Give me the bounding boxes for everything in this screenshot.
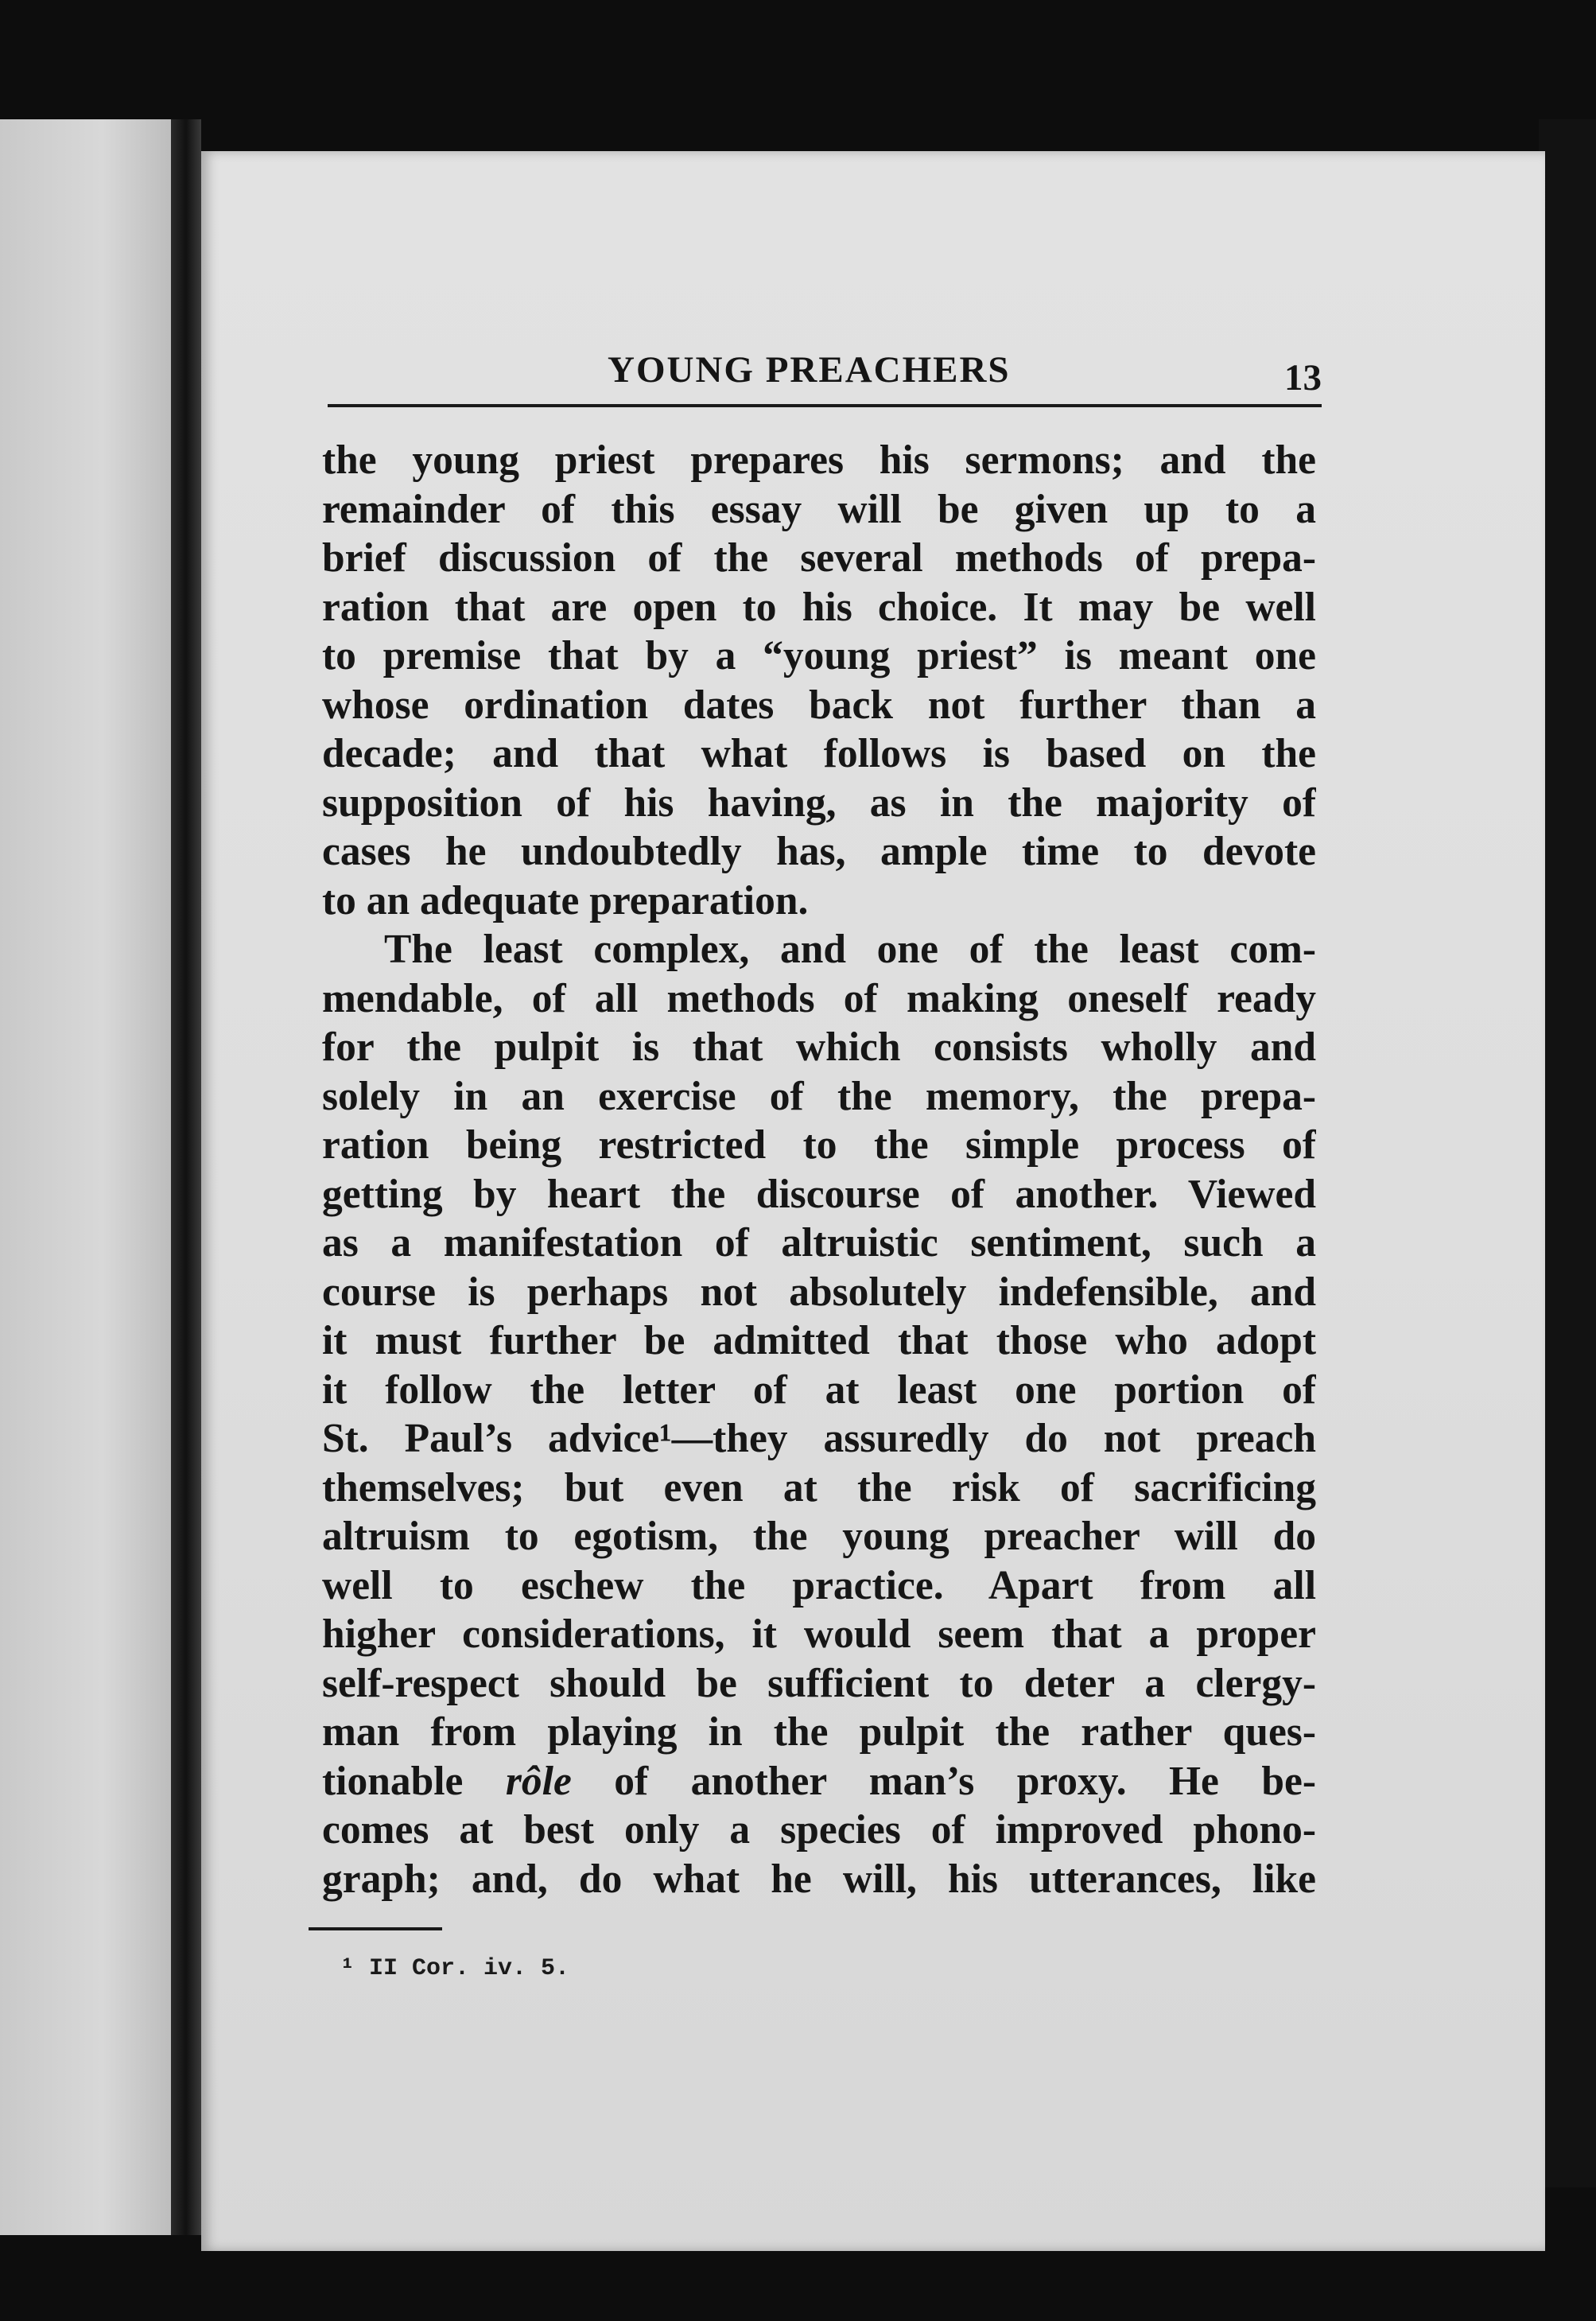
text-line: whose ordination dates back not further than a [322, 682, 1316, 728]
footnote: ¹ II Cor. iv. 5. [340, 1955, 570, 1982]
text-line: course is perhaps not absolutely indefensible, and [322, 1269, 1316, 1315]
text-line: comes at best only a species of improved phono- [322, 1807, 1316, 1853]
text-line: it must further be admitted that those who adopt [322, 1318, 1316, 1363]
text-line: decade; and that what follows is based on the [322, 731, 1316, 776]
running-title: YOUNG PREACHERS [608, 349, 1011, 391]
text-line: The least complex, and one of the least com- [384, 927, 1316, 972]
text-line: getting by heart the discourse of another. Viewed [322, 1171, 1316, 1217]
italic-word: rôle [505, 1758, 572, 1804]
footnote-rule [309, 1927, 442, 1930]
text-line: well to eschew the practice. Apart from all [322, 1562, 1316, 1608]
text-line: solely in an exercise of the memory, the prepa- [322, 1073, 1316, 1119]
text-line: to an adequate preparation. [322, 877, 809, 923]
text-line: as a manifestation of altruistic sentiment, such a [322, 1220, 1316, 1265]
text-line: altruism to egotism, the young preacher will do [322, 1514, 1316, 1559]
running-head [328, 340, 1322, 404]
binding-gutter [171, 119, 201, 2235]
text-line: it follow the letter of at least one portion of [322, 1367, 1316, 1413]
scan-background-edge [1539, 119, 1596, 2187]
header-rule [328, 404, 1322, 407]
text-line: graph; and, do what he will, his utterances, like [322, 1856, 1316, 1902]
text-line: higher considerations, it would seem that a proper [322, 1611, 1316, 1657]
text-line: to premise that by a “young priest” is meant one [322, 633, 1316, 678]
text-line: self-respect should be sufficient to deter a clergy- [322, 1660, 1316, 1706]
text-line: ration being restricted to the simple process of [322, 1122, 1316, 1168]
text-line: mendable, of all methods of making oneself ready [322, 975, 1316, 1021]
body-text [322, 436, 1316, 1903]
facing-page-edge [0, 119, 171, 2235]
text-line: supposition of his having, as in the majority of [322, 779, 1316, 826]
text-line: tionable rôle of another man’s proxy. He be- [322, 1758, 1316, 1804]
text-line: themselves; but even at the risk of sacrificing [322, 1464, 1316, 1510]
text-line: the young priest prepares his sermons; and the [322, 437, 1316, 483]
text-line: for the pulpit is that which consists wholly and [322, 1024, 1316, 1070]
text-line: ration that are open to his choice. It may be well [322, 584, 1316, 630]
text-line: St. Paul’s advice¹—they assuredly do not preach [322, 1416, 1316, 1461]
page-number: 13 [1284, 357, 1322, 398]
text-line: brief discussion of the several methods of prepa- [322, 535, 1316, 581]
text-line: man from playing in the pulpit the rather ques- [322, 1709, 1316, 1755]
text-line: remainder of this essay will be given up to a [322, 486, 1316, 532]
text-line: cases he undoubtedly has, ample time to devote [322, 829, 1316, 874]
